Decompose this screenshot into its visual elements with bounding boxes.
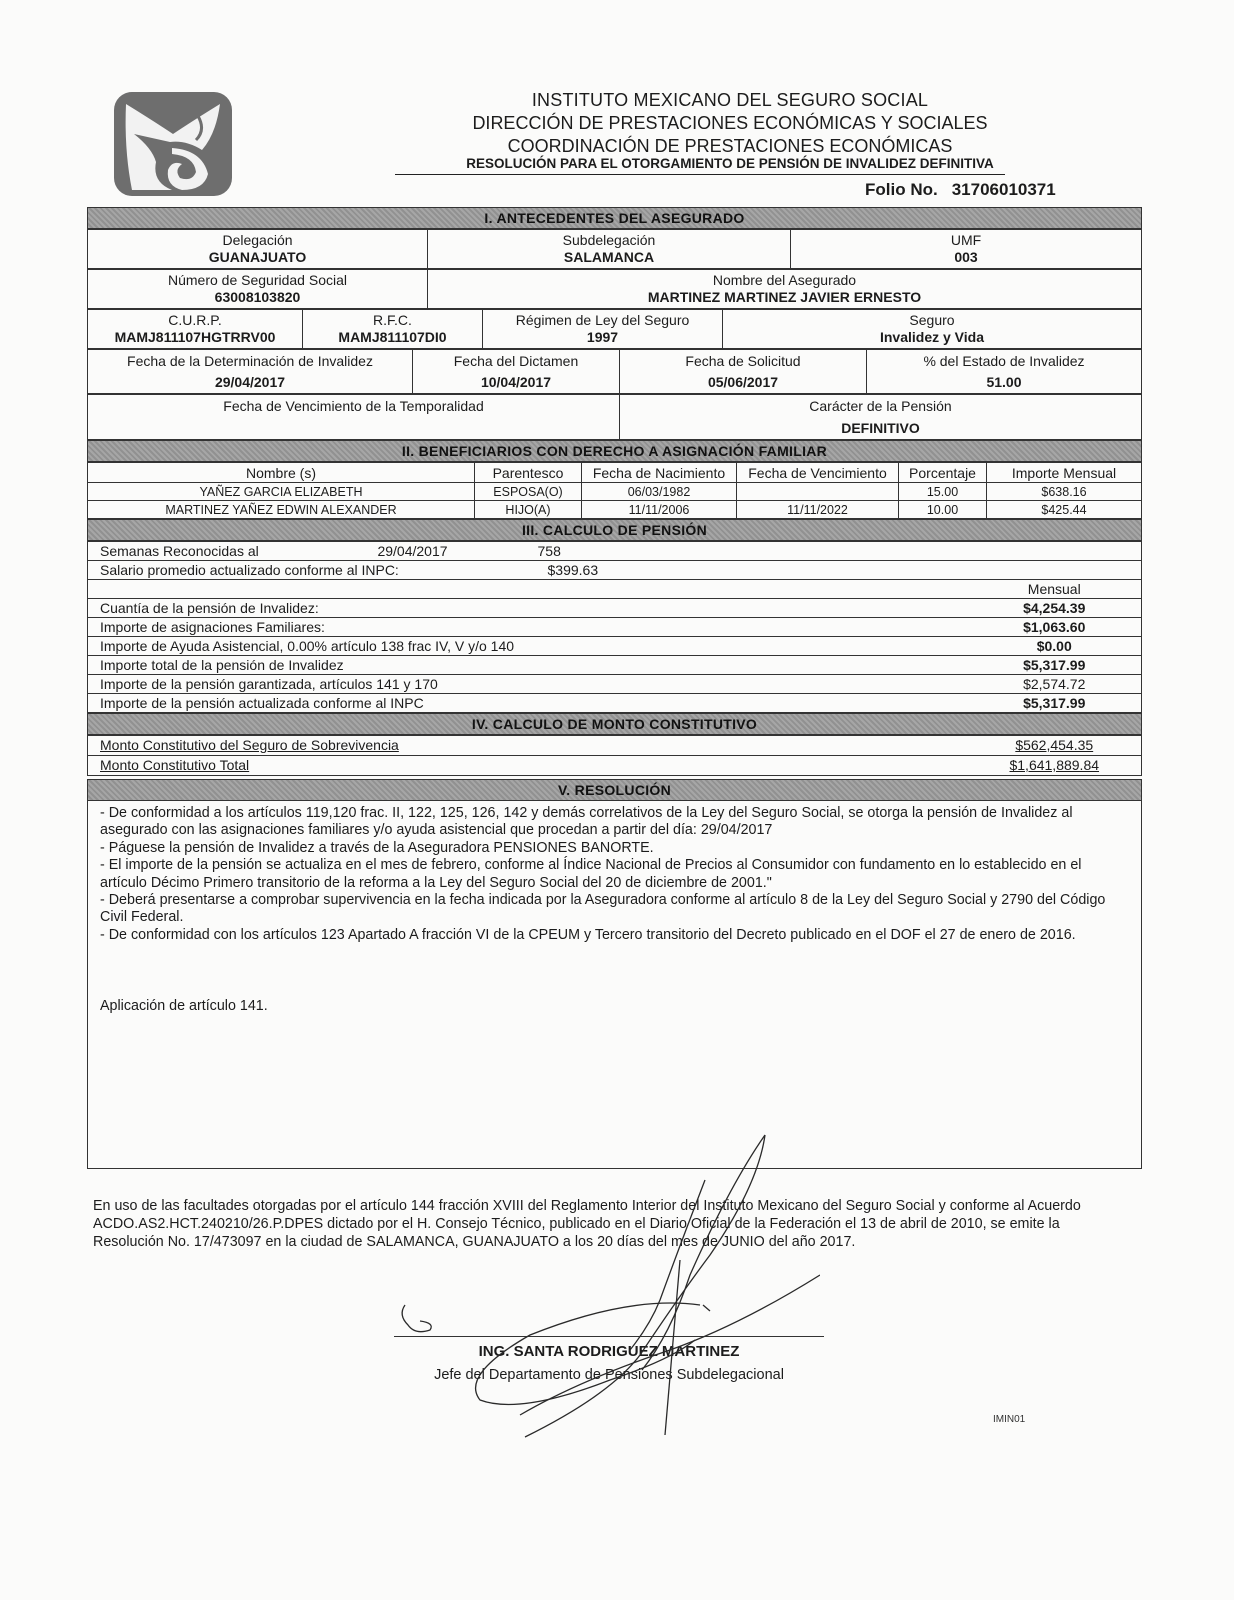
handwritten-signature-icon bbox=[380, 1125, 820, 1445]
salario-value: $399.63 bbox=[498, 561, 1142, 580]
delegacion-value: GUANAJUATO bbox=[208, 249, 307, 265]
section-1-row-e bbox=[87, 394, 1142, 440]
calc-row bbox=[88, 656, 1142, 675]
beneficiary-amount: $638.16 bbox=[987, 483, 1142, 501]
calc-value: $5,317.99 bbox=[968, 656, 1142, 675]
subdelegacion-value: SALAMANCA bbox=[563, 249, 655, 265]
section-1-row-b bbox=[87, 269, 1142, 309]
col-parentesco: Parentesco bbox=[475, 463, 582, 483]
folio bbox=[865, 180, 1056, 200]
resolution-form bbox=[87, 207, 1142, 1169]
imss-logo-icon bbox=[112, 90, 234, 198]
beneficiaries-header-row bbox=[88, 463, 1142, 483]
direction-name: DIRECCIÓN DE PRESTACIONES ECONÓMICAS Y SOCIALES bbox=[472, 113, 988, 133]
subdelegacion-cell bbox=[428, 230, 791, 269]
rfc-value: MAMJ811107DI0 bbox=[338, 329, 447, 345]
delegacion-cell bbox=[88, 230, 428, 269]
signatory-name: ING. SANTA RODRIGUEZ MARTINEZ bbox=[478, 1343, 740, 1360]
institution-name: INSTITUTO MEXICANO DEL SEGURO SOCIAL bbox=[531, 90, 929, 110]
resolution-paragraph: - De conformidad con los artículos 123 Apartado A fracción VI de la CPEUM y Tercero transitorio del Decreto publicado en el DOF el 27 de enero de 2016. bbox=[100, 926, 1076, 943]
calc-value: $0.00 bbox=[968, 637, 1142, 656]
fecha-dictamen-cell bbox=[413, 350, 620, 394]
coordination-name: COORDINACIÓN DE PRESTACIONES ECONÓMICAS bbox=[507, 136, 953, 156]
calc-value: $4,254.39 bbox=[968, 599, 1142, 618]
monto-value: $562,454.35 bbox=[968, 736, 1142, 756]
signature-line bbox=[394, 1336, 824, 1337]
resolution-body bbox=[87, 801, 1142, 1169]
fecha-dictamen-label: Fecha del Dictamen bbox=[453, 352, 579, 369]
porcentaje-invalidez-cell bbox=[867, 350, 1142, 394]
curp-value: MAMJ811107HGTRRV00 bbox=[114, 329, 276, 345]
beneficiary-percentage: 15.00 bbox=[899, 483, 987, 501]
section-1-row-c bbox=[87, 309, 1142, 349]
section-1-header: I. ANTECEDENTES DEL ASEGURADO bbox=[87, 207, 1142, 229]
calc-label: Cuantía de la pensión de Invalidez: bbox=[88, 599, 968, 618]
fecha-determinacion-label: Fecha de la Determinación de Invalidez bbox=[127, 352, 373, 369]
umf-cell bbox=[791, 230, 1142, 269]
calc-value: $1,063.60 bbox=[968, 618, 1142, 637]
porcentaje-invalidez-label: % del Estado de Invalidez bbox=[923, 352, 1085, 369]
fecha-determinacion-value: 29/04/2017 bbox=[214, 373, 286, 390]
resolution-paragraph: - El importe de la pensión se actualiza en el mes de febrero, conforme al Índice Nacional de Precios al Consumidor con fundamento en lo establecido en el artículo Décimo Primero transitorio de la reforma a la Ley del Seguro Social del 20 de diciembre de 2001." bbox=[100, 857, 1082, 891]
semanas-fecha: 29/04/2017 bbox=[328, 542, 498, 561]
seguro-label: Seguro bbox=[909, 312, 955, 328]
beneficiary-expiration: 11/11/2022 bbox=[737, 501, 899, 519]
calc-value: $2,574.72 bbox=[968, 675, 1142, 694]
monto-row bbox=[88, 756, 1142, 776]
beneficiary-birthdate: 11/11/2006 bbox=[582, 501, 737, 519]
beneficiaries-table bbox=[87, 462, 1142, 519]
signatory-title: Jefe del Departamento de Pensiones Subdelegacional bbox=[434, 1367, 784, 1383]
nombre-value: MARTINEZ MARTINEZ JAVIER ERNESTO bbox=[647, 289, 922, 305]
semanas-label: Semanas Reconocidas al bbox=[88, 542, 328, 561]
nombre-label: Nombre del Asegurado bbox=[712, 272, 857, 288]
curp-label: C.U.R.P. bbox=[168, 312, 222, 328]
calc-label: Importe total de la pensión de Invalidez bbox=[88, 656, 968, 675]
title-underline bbox=[395, 174, 1005, 175]
document-title: RESOLUCIÓN PARA EL OTORGAMIENTO DE PENSIÓN DE INVALIDEZ DEFINITIVA bbox=[466, 156, 994, 171]
caracter-pension-value: DEFINITIVO bbox=[841, 420, 920, 436]
resolution-paragraph: - Páguese la pensión de Invalidez a través de la Aseguradora PENSIONES BANORTE. bbox=[100, 839, 654, 856]
beneficiary-amount: $425.44 bbox=[987, 501, 1142, 519]
beneficiary-relationship: ESPOSA(O) bbox=[475, 483, 582, 501]
beneficiary-birthdate: 06/03/1982 bbox=[582, 483, 737, 501]
porcentaje-invalidez-value: 51.00 bbox=[986, 373, 1022, 390]
caracter-pension-cell bbox=[620, 395, 1142, 440]
beneficiary-expiration bbox=[737, 483, 899, 501]
form-code: IMIN01 bbox=[993, 1414, 1026, 1425]
beneficiary-relationship: HIJO(A) bbox=[475, 501, 582, 519]
col-nombre: Nombre (s) bbox=[88, 463, 475, 483]
nss-cell bbox=[88, 270, 428, 309]
calc-value: $5,317.99 bbox=[968, 694, 1142, 713]
section-3-header: III. CALCULO DE PENSIÓN bbox=[87, 519, 1142, 541]
resolution-paragraph: - De conformidad a los artículos 119,120 frac. II, 122, 125, 126, 142 y demás correlativos de la Ley del Seguro Social, se otorga la pensión de Invalidez al asegurado con las asignaciones familiares y/o ayuda asistencial que procedan a partir del día: 29/04/2017 bbox=[100, 805, 1073, 839]
calc-row bbox=[88, 675, 1142, 694]
beneficiary-name: YAÑEZ GARCIA ELIZABETH bbox=[88, 483, 475, 501]
calc-label: Importe de la pensión actualizada conforme al INPC bbox=[88, 694, 968, 713]
umf-value: 003 bbox=[954, 249, 978, 265]
col-fecha-nacimiento: Fecha de Nacimiento bbox=[582, 463, 737, 483]
semanas-value: 758 bbox=[498, 542, 1142, 561]
seguro-value: Invalidez y Vida bbox=[879, 329, 984, 345]
calc-label: Importe de la pensión garantizada, artículos 141 y 170 bbox=[88, 675, 968, 694]
calc-row bbox=[88, 637, 1142, 656]
col-importe-mensual: Importe Mensual bbox=[987, 463, 1142, 483]
regimen-label: Régimen de Ley del Seguro bbox=[515, 312, 690, 328]
fecha-solicitud-value: 05/06/2017 bbox=[707, 373, 779, 390]
section-4-header: IV. CALCULO DE MONTO CONSTITUTIVO bbox=[87, 713, 1142, 735]
table-row bbox=[88, 483, 1142, 501]
table-row bbox=[88, 501, 1142, 519]
section-5-header: V. RESOLUCIÓN bbox=[87, 779, 1142, 801]
monto-constitutivo-table bbox=[87, 735, 1142, 776]
section-2-header: II. BENEFICIARIOS CON DERECHO A ASIGNACIÓN FAMILIAR bbox=[87, 440, 1142, 462]
col-porcentaje: Porcentaje bbox=[899, 463, 987, 483]
regimen-value: 1997 bbox=[586, 329, 619, 345]
monto-row bbox=[88, 736, 1142, 756]
aplicacion-articulo: Aplicación de artículo 141. bbox=[100, 998, 268, 1015]
resolution-paragraph: - Deberá presentarse a comprobar supervivencia en la fecha indicada por la Aseguradora conforme al artículo 8 de la Ley del Seguro Social y 2790 del Código Civil Federal. bbox=[100, 892, 1106, 926]
fecha-dictamen-value: 10/04/2017 bbox=[480, 373, 552, 390]
calc-label: Importe de asignaciones Familiares: bbox=[88, 618, 968, 637]
salario-label: Salario promedio actualizado conforme al INPC: bbox=[88, 561, 498, 580]
calc-row bbox=[88, 618, 1142, 637]
footer-legal-text: En uso de las facultades otorgadas por el artículo 144 fracción XVIII del Reglamento Interior del Instituto Mexicano del Seguro Social y conforme al Acuerdo ACDO.AS2.HCT.240210/26.P.DPES dictado por el H. Consejo Técnico, publicado en el Diario Oficial de la Federación el 13 de abril de 2010, se emite la Resolución No. 17/473097 en la ciudad de SALAMANCA, GUANAJUATO a los 20 días del mes de JUNIO del año 2017. bbox=[93, 1198, 1081, 1250]
nss-label: Número de Seguridad Social bbox=[168, 272, 347, 288]
pension-calculation-table bbox=[87, 541, 1142, 713]
folio-label: Folio No. bbox=[865, 180, 938, 199]
mensual-header: Mensual bbox=[968, 580, 1142, 599]
beneficiary-name: MARTINEZ YAÑEZ EDWIN ALEXANDER bbox=[88, 501, 475, 519]
spacer-cell bbox=[88, 580, 968, 599]
rfc-label: R.F.C. bbox=[373, 312, 412, 328]
beneficiary-percentage: 10.00 bbox=[899, 501, 987, 519]
nombre-cell bbox=[428, 270, 1142, 309]
section-1-row-d bbox=[87, 349, 1142, 394]
fecha-solicitud-label: Fecha de Solicitud bbox=[685, 352, 801, 369]
fecha-solicitud-cell bbox=[620, 350, 867, 394]
monto-label: Monto Constitutivo del Seguro de Sobrevivencia bbox=[88, 736, 968, 756]
calc-row bbox=[88, 694, 1142, 713]
col-fecha-vencimiento: Fecha de Vencimiento bbox=[737, 463, 899, 483]
calc-row bbox=[88, 599, 1142, 618]
nss-value: 63008103820 bbox=[214, 289, 301, 305]
vencimiento-temporalidad-label: Fecha de Vencimiento de la Temporalidad bbox=[223, 398, 484, 414]
regimen-cell bbox=[483, 310, 723, 349]
umf-label: UMF bbox=[950, 232, 982, 248]
monto-label: Monto Constitutivo Total bbox=[88, 756, 968, 776]
calc-label: Importe de Ayuda Asistencial, 0.00% artículo 138 frac IV, V y/o 140 bbox=[88, 637, 968, 656]
fecha-determinacion-cell bbox=[88, 350, 413, 394]
section-1-row-a bbox=[87, 229, 1142, 269]
caracter-pension-label: Carácter de la Pensión bbox=[809, 398, 952, 414]
folio-value: 31706010371 bbox=[951, 180, 1056, 199]
vencimiento-temporalidad-cell bbox=[88, 395, 620, 440]
seguro-cell bbox=[723, 310, 1142, 349]
delegacion-label: Delegación bbox=[222, 232, 293, 248]
subdelegacion-label: Subdelegación bbox=[562, 232, 656, 248]
rfc-cell bbox=[303, 310, 483, 349]
curp-cell bbox=[88, 310, 303, 349]
monto-value: $1,641,889.84 bbox=[968, 756, 1142, 776]
